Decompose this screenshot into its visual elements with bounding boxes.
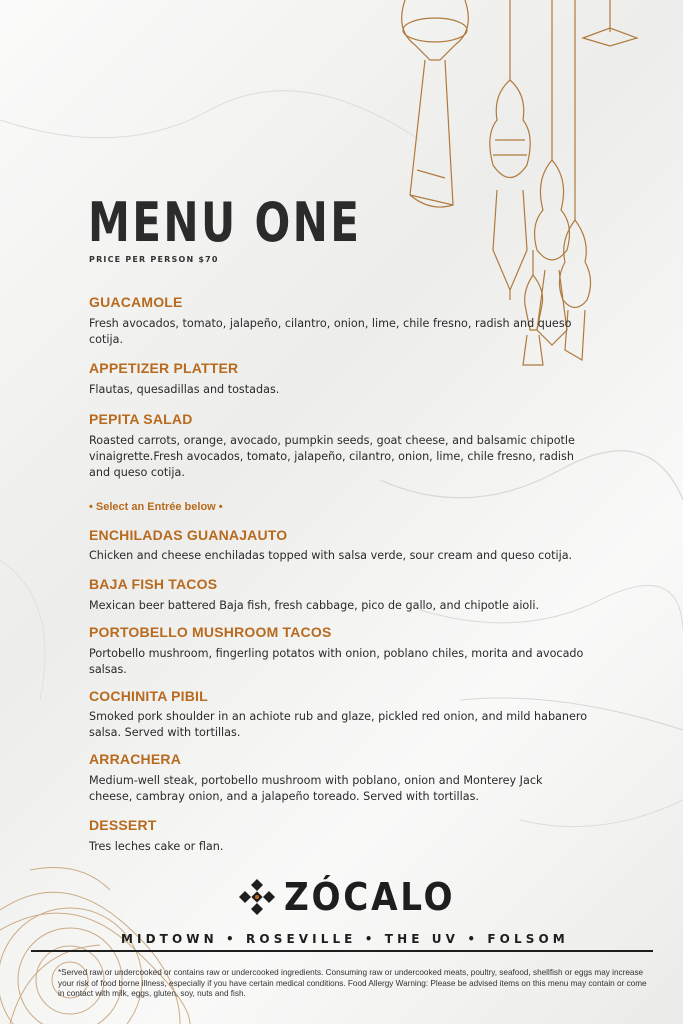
item-title-cochinita-pibil: COCHINITA PIBIL bbox=[89, 688, 208, 704]
item-desc-pepita-salad: Roasted carrots, orange, avocado, pumpkin seeds, goat cheese, and balsamic chipotle vinaigrette.Fresh avocados, tomato, jalapeño, cilantro, onion, lime, chile fresno, radish and queso cotija. bbox=[89, 434, 575, 479]
menu-title: MENU ONE bbox=[88, 191, 362, 254]
item-title-appetizer-platter: APPETIZER PLATTER bbox=[89, 360, 239, 376]
item-desc-cochinita-pibil: Smoked pork shoulder in an achiote rub and glaze, pickled red onion, and mild habanero salsa. Served with tortillas. bbox=[89, 710, 588, 739]
locations-list: MIDTOWN • ROSEVILLE • THE UV • FOLSOM bbox=[121, 932, 569, 946]
item-title-enchiladas: ENCHILADAS GUANAJAUTO bbox=[89, 527, 288, 543]
zocalo-emblem-icon bbox=[238, 878, 276, 916]
item-desc-enchiladas: Chicken and cheese enchiladas topped with salsa verde, sour cream and queso cotija. bbox=[89, 549, 573, 562]
price-per-person: PRICE PER PERSON $70 bbox=[89, 255, 219, 264]
item-desc-guacamole: Fresh avocados, tomato, jalapeño, cilantro, onion, lime, chile fresno, radish and queso cotija. bbox=[89, 317, 572, 346]
item-desc-dessert: Tres leches cake or flan. bbox=[89, 840, 224, 853]
item-title-dessert: DESSERT bbox=[89, 817, 157, 833]
item-title-baja-fish-tacos: BAJA FISH TACOS bbox=[89, 576, 218, 592]
brand-logo bbox=[238, 876, 474, 918]
item-desc-portobello-tacos: Portobello mushroom, fingerling potatos with onion, poblano chiles, morita and avocado salsas. bbox=[89, 647, 584, 676]
brand-name: ZÓCALO bbox=[284, 875, 456, 919]
item-title-pepita-salad: PEPITA SALAD bbox=[89, 411, 193, 427]
item-title-portobello-tacos: PORTOBELLO MUSHROOM TACOS bbox=[89, 624, 332, 640]
item-desc-arrachera: Medium-well steak, portobello mushroom with poblano, onion and Monterey Jack cheese, cambray onion, and a jalapeño toreado. Served with tortillas. bbox=[89, 774, 543, 803]
item-desc-baja-fish-tacos: Mexican beer battered Baja fish, fresh cabbage, pico de gallo, and chipotle aioli. bbox=[89, 599, 540, 612]
item-title-guacamole: GUACAMOLE bbox=[89, 294, 183, 310]
divider-rule bbox=[31, 950, 653, 952]
item-title-arrachera: ARRACHERA bbox=[89, 751, 182, 767]
item-desc-appetizer-platter: Flautas, quesadillas and tostadas. bbox=[89, 383, 280, 396]
food-safety-disclaimer: *Served raw or undercooked or contains raw or undercooked ingredients. Consuming raw or undercooked meats, poultry, seafood, shellfish or eggs may increase your risk of food borne illness, especially if you have certain medical conditions. Food Allergy Warning: Please be advised items on this menu may contain or come in contact with milk, eggs, gluten, soy, nuts and fish. bbox=[58, 968, 647, 998]
select-entree-note: • Select an Entrée below • bbox=[89, 501, 223, 513]
hanging-lanterns-illustration bbox=[385, 0, 683, 370]
